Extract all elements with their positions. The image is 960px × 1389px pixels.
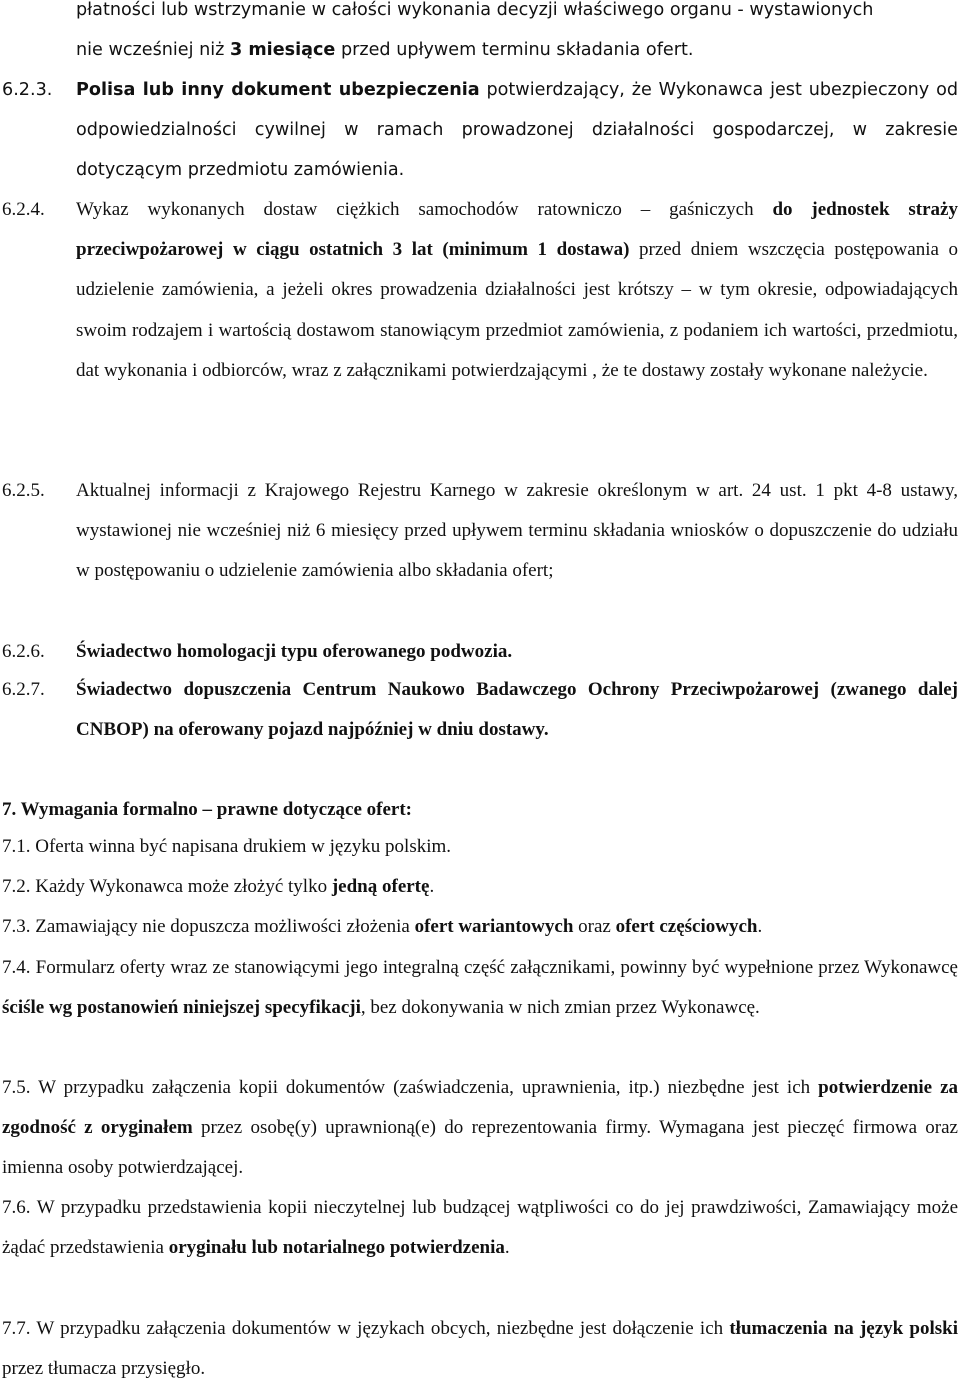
item-bold-text: Świadectwo homologacji typu oferowanego podwozia. xyxy=(76,641,513,662)
item-bold-phrase: do jednostek straży przeciwpożarowej w ciągu ostatnich 3 lat (minimum 1 dostawa) xyxy=(76,199,958,261)
item-number: 6.2.4. xyxy=(2,199,45,220)
item-6-2-7 xyxy=(2,670,958,750)
three-months-bold: 3 miesiące xyxy=(229,40,336,61)
point-7-7: 7.7. W przypadku załączenia dokumentów w językach obcych, niezbędne jest dołączenie ich tłumaczenia na język polski przez tłumacza przysięgło. xyxy=(2,1318,959,1380)
item-bold-text: Świadectwo dopuszczenia Centrum Naukowo Badawczego Ochrony Przeciwpożarowej (zwanego dalej CNBOP) na oferowany pojazd najpóźniej w dniu dostawy. xyxy=(76,679,958,741)
point-7-3: 7.3. Zamawiający nie dopuszcza możliwości złożenia ofert wariantowych oraz ofert częściowych. xyxy=(2,916,763,937)
item-6-2-3: 6.2.3. Polisa lub inny dokument ubezpieczenia potwierdzający, że Wykonawca jest ubezpieczony od odpowiedzialności cywilnej w ramach prowadzonej działalności gospodarczej, w zakresie dotyczącym przedmiotu zamówienia. xyxy=(2,70,958,191)
continuation-paragraph: płatności lub wstrzymanie w całości wykonania decyzji właściwego organu - wystawionych nie wcześniej niż 3 miesiące przed upływem terminu składania ofert. xyxy=(76,0,874,61)
item-6-2-5: 6.2.5. Aktualnej informacji z Krajowego Rejestru Karnego w zakresie określonym w art. 24 ust. 1 pkt 4-8 ustawy, wystawionej nie wcześniej niż 6 miesięcy przed upływem terminu składania wniosków o dopuszczenie do udziału w postępowaniu o udzielenie zamówienia albo składania ofert; xyxy=(2,471,958,592)
point-7-4: 7.4. Formularz oferty wraz ze stanowiącymi jego integralną część załącznikami, powinny być wypełnione przez Wykonawcę ściśle wg postanowień niniejszej specyfikacji, bez dokonywania w nich zmian przez Wykonawcę. xyxy=(2,957,958,1019)
item-bold-lead: Polisa lub inny dokument ubezpieczenia xyxy=(76,80,480,100)
item-6-2-6 xyxy=(2,632,958,672)
continuation-line-1: płatności lub wstrzymanie w całości wykonania decyzji właściwego organu - wystawionych xyxy=(76,0,874,20)
item-number: 6.2.6. xyxy=(2,641,45,662)
point-7-6: 7.6. W przypadku przedstawienia kopii nieczytelnej lub budzącej wątpliwości co do jej prawdziwości, Zamawiający może żądać przedstawienia oryginału lub notarialnego potwierdzenia. xyxy=(2,1197,958,1259)
section-7-heading: 7. Wymagania formalno – prawne dotyczące ofert: xyxy=(2,799,413,820)
item-number: 6.2.3. xyxy=(2,80,53,100)
point-7-5: 7.5. W przypadku załączenia kopii dokumentów (zaświadczenia, uprawnienia, itp.) niezbędne jest ich potwierdzenie za zgodność z oryginałem przez osobę(y) uprawnioną(e) do reprezentowania firmy. Wymagana jest pieczęć firmowa oraz imienna osoby potwierdzającej. xyxy=(2,1077,959,1179)
item-number: 6.2.5. xyxy=(2,480,45,501)
item-6-2-4: 6.2.4. Wykaz wykonanych dostaw ciężkich samochodów ratowniczo – gaśniczych do jednostek straży przeciwpożarowej w ciągu ostatnich 3 lat (minimum 1 dostawa) przed dniem wszczęcia postępowania o udzielenie zamówienia, a jeżeli okres prowadzenia działalności jest krótszy – w tym okresie, odpowiadających swoim rodzajem i wartością dostawom stanowiącym przedmiot zamówienia, z podaniem ich wartości, przedmiotu, dat wykonania i odbiorców, wraz z załącznikami potwierdzającymi , że te dostawy zostały wykonane należycie. xyxy=(2,190,958,391)
point-7-2: 7.2. Każdy Wykonawca może złożyć tylko jedną ofertę. xyxy=(2,876,435,897)
point-7-1: 7.1. Oferta winna być napisana drukiem w języku polskim. xyxy=(2,836,452,857)
item-number: 6.2.7. xyxy=(2,679,45,700)
